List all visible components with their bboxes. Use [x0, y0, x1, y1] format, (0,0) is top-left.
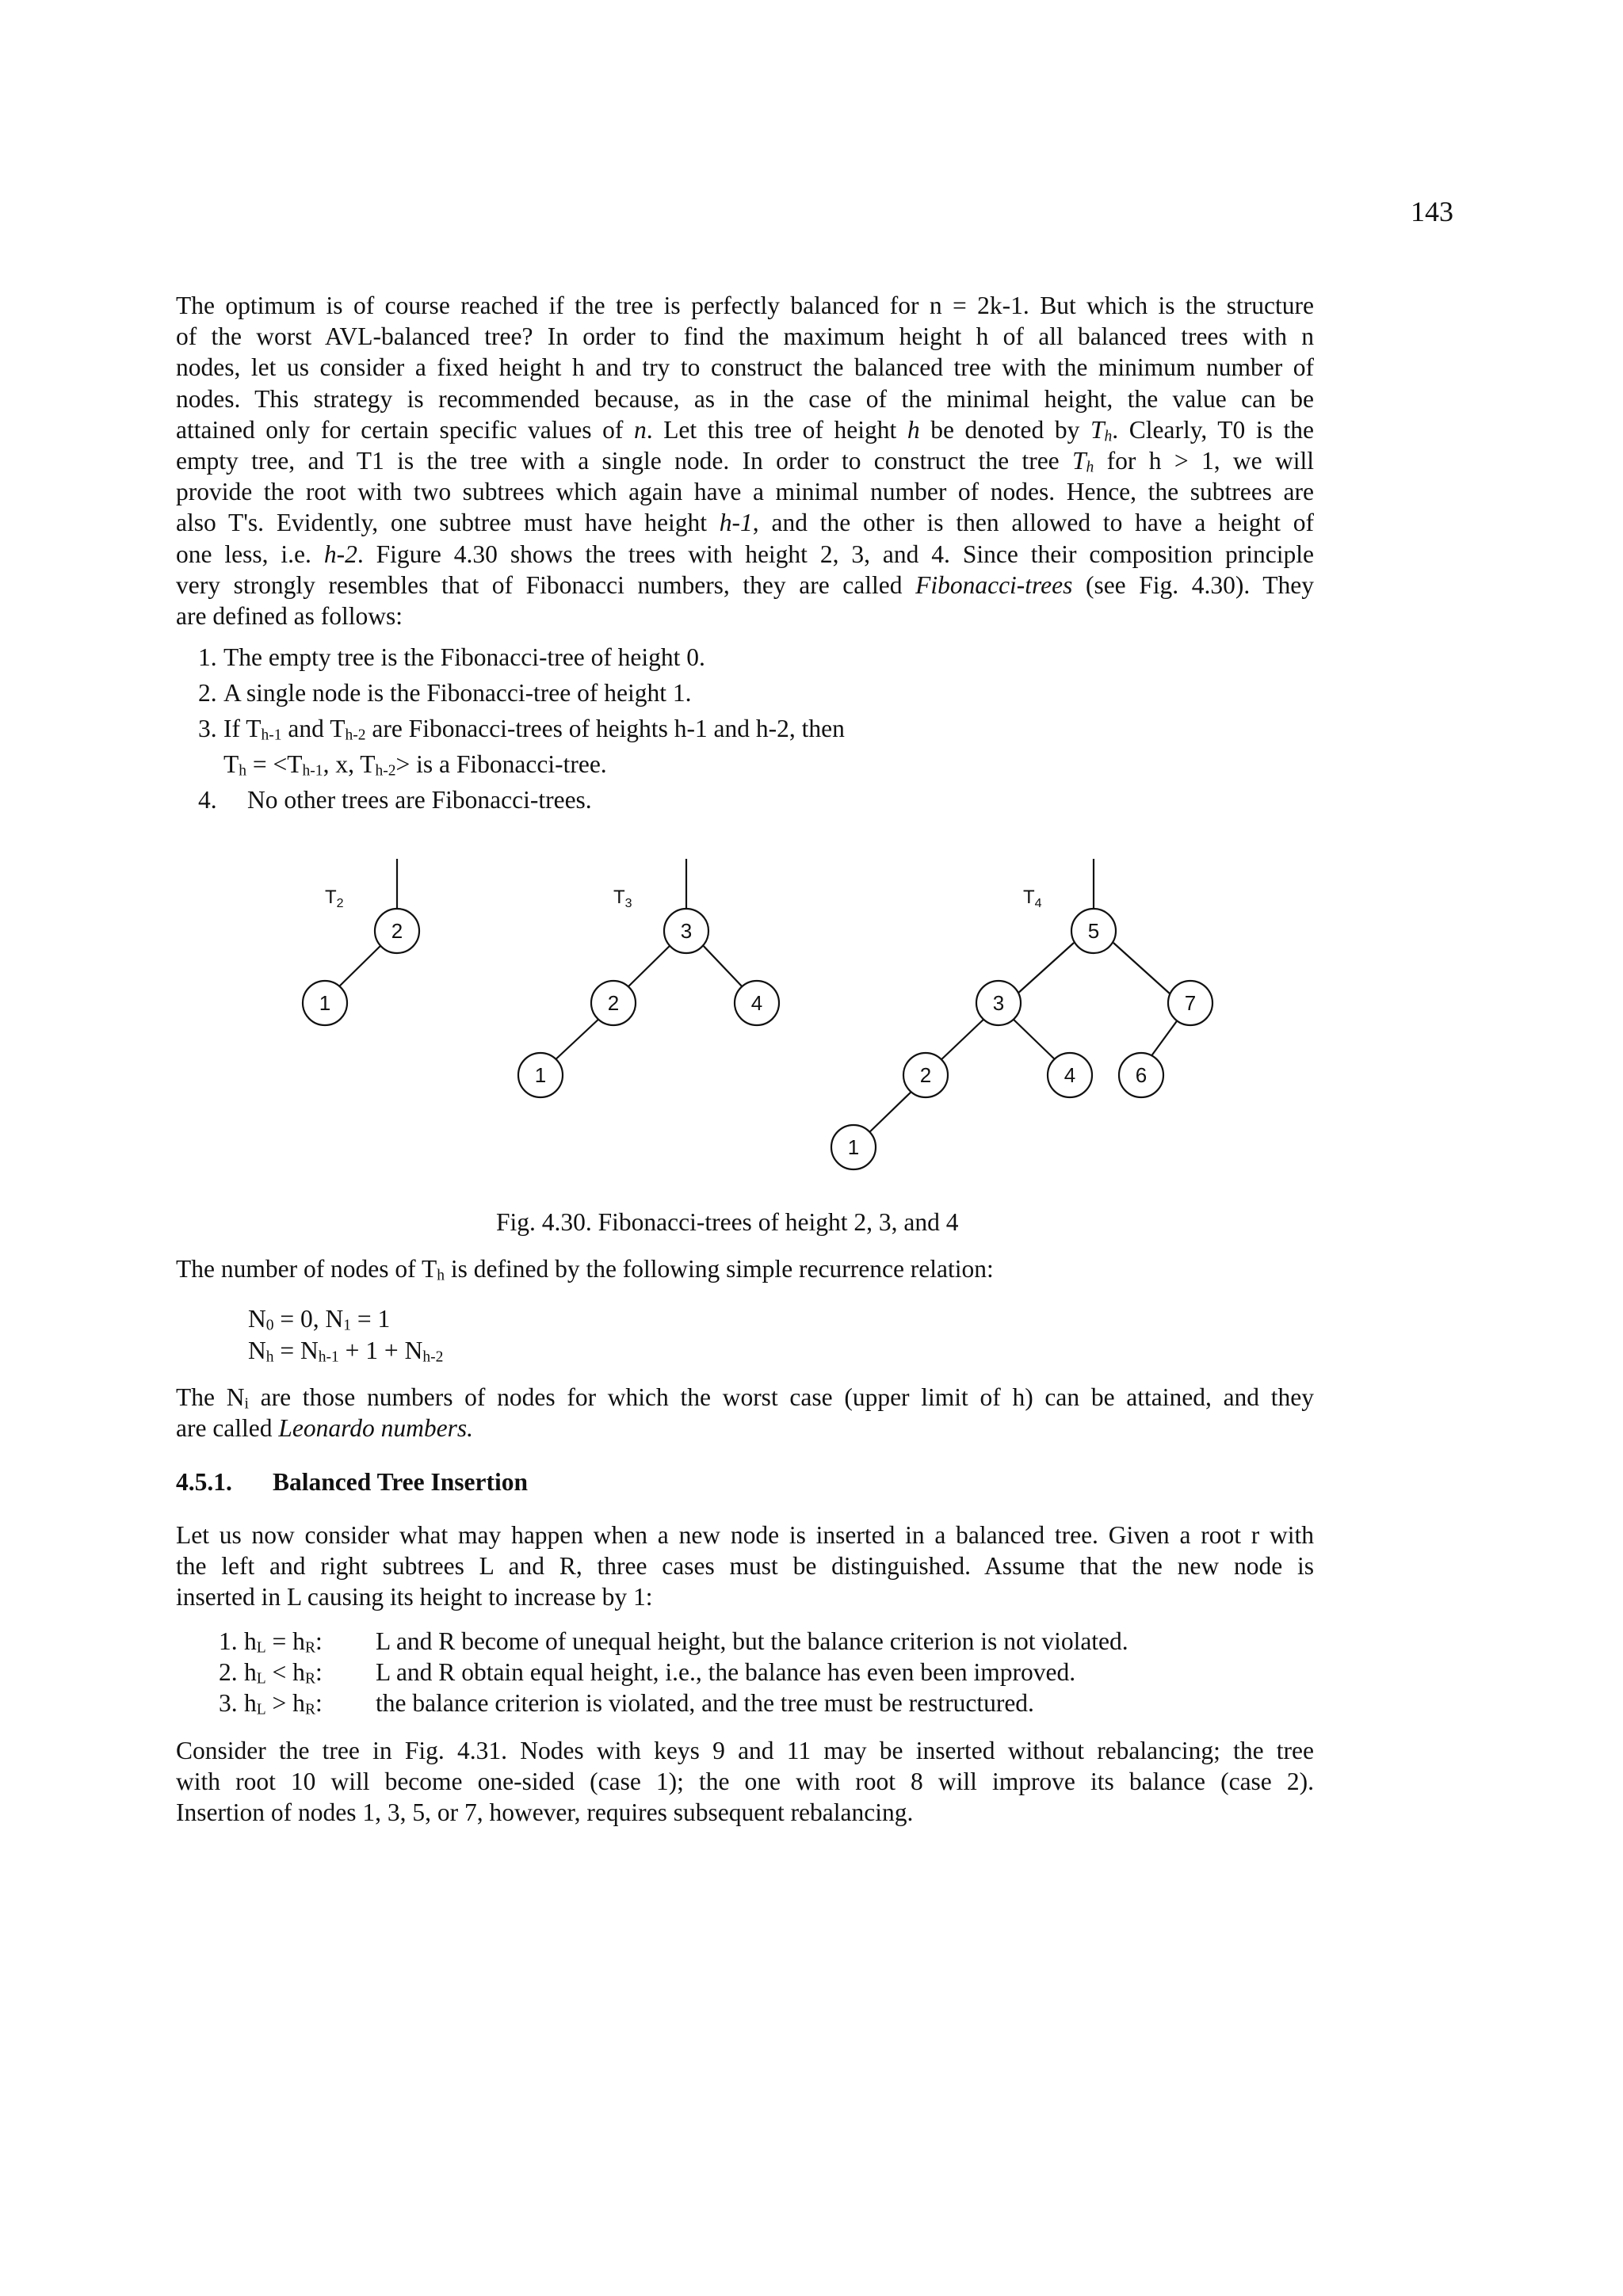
tree-t2	[303, 859, 419, 1025]
node-key: 7	[1184, 991, 1197, 1015]
recurrence-formula	[248, 1303, 443, 1367]
node-key: 1	[319, 991, 331, 1015]
page-number: 143	[1411, 196, 1453, 227]
tree-t3	[518, 859, 779, 1097]
text-line: The optimum is of course reached if the tree is perfectly balanced for n = 2k-1. But which is the structure	[176, 292, 1314, 319]
text-line: nodes, let us consider a fixed height h and try to construct the balanced tree with the minimum number of	[176, 353, 1314, 382]
list-item: 2. A single node is the Fibonacci-tree of height 1.	[198, 679, 692, 707]
text-line: empty tree, and T1 is the tree with a single node. In order to construct the tree $T_h$ for h > 1, we will	[176, 447, 1314, 476]
section-number: 4.5.1.	[176, 1468, 232, 1496]
recurrence-intro	[176, 1253, 1314, 1284]
text-line: Let us now consider what may happen when a new node is inserted in a balanced tree. Given a root r with	[176, 1521, 1314, 1549]
figure-caption: Fig. 4.30. Fibonacci-trees of height 2, 3, and 4	[496, 1208, 959, 1236]
closing-paragraph	[176, 1735, 1314, 1829]
tree-edge	[1010, 1016, 1058, 1062]
tree-label: $T_3$	[613, 887, 632, 910]
node-key: 4	[750, 991, 763, 1015]
tree-edge	[625, 941, 674, 990]
text-line: with root 10 will become one-sided (case 1); the one with root 8 will improve its balance (case 2).	[176, 1768, 1314, 1796]
node-key: 5	[1087, 919, 1100, 943]
list-item: 1. The empty tree is the Fibonacci-tree of height 0.	[198, 643, 705, 671]
leonardo-paragraph	[176, 1382, 1314, 1444]
list-item: 3. If $T_{h-1}$ and $T_{h-2}$ are Fibonacci-trees of heights h-1 and h-2, then	[198, 715, 845, 744]
tree-label: $T_4$	[1023, 887, 1042, 910]
node-key: 2	[919, 1063, 932, 1087]
case-item: 3. $h_L > h_R$: the balance criterion is violated, and the tree must be restructured.	[219, 1689, 1034, 1718]
tree-edge	[938, 1016, 987, 1062]
formula-line: $N_0 = 0$, $N_1 = 1$	[248, 1305, 391, 1334]
text-line: Insertion of nodes 1, 3, 5, or 7, however, requires subsequent rebalancing.	[176, 1798, 914, 1827]
tree-edge	[699, 941, 745, 990]
node-key: 1	[534, 1063, 547, 1087]
tree-edge	[552, 1016, 601, 1062]
cases-list	[219, 1626, 1128, 1718]
text-line: Consider the tree in Fig. 4.31. Nodes with keys 9 and 11 may be inserted without rebalancing; the tree	[176, 1737, 1314, 1764]
insertion-paragraph	[176, 1520, 1314, 1613]
text-line: are called Leonardo numbers.	[176, 1414, 473, 1443]
case-item: 2. $h_L < h_R$: L and R obtain equal height, i.e., the balance has even been improved.	[219, 1658, 1076, 1688]
text-line: of the worst AVL-balanced tree? In order to find the maximum height h of all balanced trees with n	[176, 322, 1314, 351]
tree-t4	[831, 859, 1212, 1169]
section-heading	[176, 1468, 528, 1497]
text-line: are defined as follows:	[176, 602, 403, 631]
node-key: 4	[1064, 1063, 1076, 1087]
text-line: The number of nodes of $T_h$ is defined by the following simple recurrence relation:	[176, 1255, 994, 1284]
node-key: 2	[607, 991, 620, 1015]
case-item: 1. $h_L = h_R$: L and R become of unequal height, but the balance criterion is not violated.	[219, 1627, 1128, 1657]
text-line: inserted in L causing its height to increase by 1:	[176, 1583, 653, 1611]
section-title: Balanced Tree Insertion	[273, 1468, 528, 1496]
text-line: attained only for certain specific values of n. Let this tree of height h be denoted by $T_h$. Clearly, T0 is the	[176, 415, 1314, 445]
tree-edge	[1113, 943, 1170, 994]
node-key: 2	[391, 919, 403, 943]
node-key: 1	[847, 1135, 860, 1159]
text-line: the left and right subtrees L and R, three cases must be distinguished. Assume that the new node is	[176, 1552, 1314, 1581]
formula-line: $N_h = N_{h-1} + 1 + N_{h-2}$	[248, 1337, 444, 1366]
node-key: 6	[1135, 1063, 1148, 1087]
tree-edge	[336, 941, 385, 990]
text-line: The $N_i$ are those numbers of nodes for which the worst case (upper limit of h) can be attained, and they	[176, 1383, 1314, 1413]
text-line: also T's. Evidently, one subtree must have height h-1, and the other is then allowed to have a height of	[176, 509, 1314, 537]
tree-edge	[1151, 1019, 1178, 1057]
text-line: provide the root with two subtrees which again have a minimal number of nodes. Hence, the subtrees are	[176, 478, 1314, 506]
node-key: 3	[992, 991, 1005, 1015]
text-line: one less, i.e. h-2. Figure 4.30 shows the trees with height 2, 3, and 4. Since their composition principle	[176, 540, 1314, 568]
tree-edge	[865, 1089, 914, 1136]
node-key: 3	[680, 919, 693, 943]
text-line: nodes. This strategy is recommended because, as in the case of the minimal height, the value can be	[176, 384, 1314, 413]
list-item: $T_h = <T_{h-1}$, x, $T_{h-2}>$ is a Fibonacci-tree.	[223, 750, 607, 780]
list-item: 4. No other trees are Fibonacci-trees.	[198, 786, 592, 814]
tree-label: $T_2$	[325, 887, 344, 910]
text-line: very strongly resembles that of Fibonacci numbers, they are called Fibonacci-trees (see Fig. 4.30). They	[176, 570, 1315, 599]
tree-edge	[1017, 943, 1074, 994]
